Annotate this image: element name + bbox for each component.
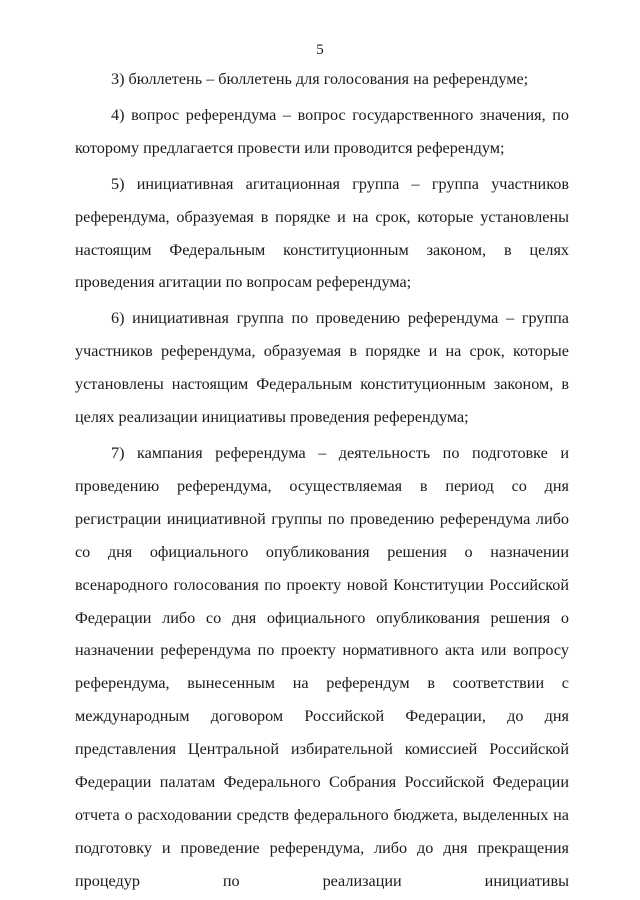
paragraph-ballot-definition: 3) бюллетень – бюллетень для голосования на референдуме; — [111, 70, 529, 88]
document-body — [75, 63, 569, 898]
paragraph-referendum-campaign-definition: 7) кампания референдума – деятельность по подготовке и проведению референдума, осуществляемая в период со дня регистрации инициативной группы по проведению референдума либо со дня официального опубликования решения о назначении всенародного голосования по проекту новой Конституции Российской Федерации либо со дня официального опубликования решения о назначении референдума по проекту нормативного акта или вопросу референдума, вынесенным на референдум в соответствии с международным договором Российской Федерации, до дня представления Центральной избирательной комиссией Российской Федерации палатам Федерального Собрания Российской Федерации отчета о расходовании средств федерального бюджета, выделенных на подготовку и проведение референдума, либо до дня прекращения процедур по реализации инициативы — [75, 443, 569, 890]
paragraph-referendum-question-definition: 4) вопрос референдума – вопрос государственного значения, по которому предлагается провести или проводится референдум; — [75, 105, 569, 157]
page-number: 5 — [316, 42, 324, 58]
paragraph-initiative-group-definition: 6) инициативная группа по проведению референдума – группа участников референдума, образуемая в порядке и на срок, которые установлены настоящим Федеральным конституционным законом, в целях реализации инициативы проведения референдума; — [75, 309, 569, 427]
paragraph-initiative-campaign-group-definition: 5) инициативная агитационная группа – группа участников референдума, образуемая в порядке и на срок, которые установлены настоящим Федеральным конституционным законом, в целях проведения агитации по вопросам референдума; — [75, 174, 569, 292]
